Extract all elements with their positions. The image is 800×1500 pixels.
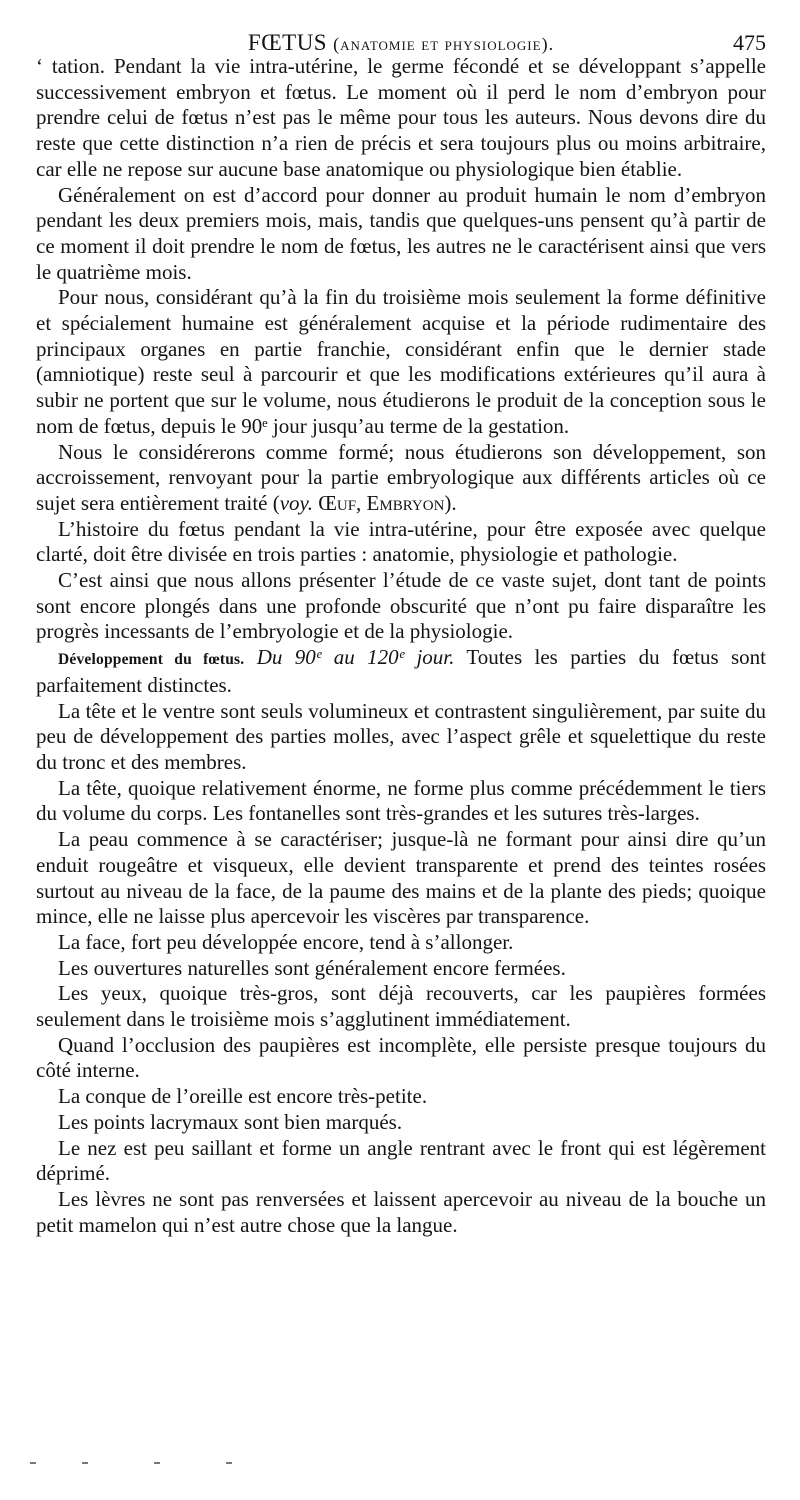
section-text: Toutes les parties du fœtus sont parfaitement distinctes. bbox=[36, 645, 767, 697]
body-text bbox=[36, 54, 766, 1238]
header-title-subtitle: (anatomie et physiologie). bbox=[333, 34, 555, 54]
paragraph: La conque de l’oreille est encore très-petite. bbox=[58, 1084, 428, 1109]
paragraph: Le nez est peu saillant et forme un angle rentrant avec le front qui est légèrement déprimé. bbox=[36, 1135, 766, 1186]
section-range: Du 90ᵉ au 120ᵉ jour. bbox=[256, 645, 455, 670]
running-header bbox=[36, 30, 766, 56]
section-paragraph bbox=[36, 645, 766, 698]
section-heading: Développement du fœtus. bbox=[58, 651, 245, 669]
voy-abbreviation: voy. bbox=[279, 490, 313, 515]
paragraph: La tête et le ventre sont seuls volumineux et contrastent singulièrement, par suite du peu de développement des parties molles, avec l’aspect grêle et squelettique du reste du tronc et des membres. bbox=[36, 698, 766, 774]
paragraph: ‘ tation. Pendant la vie intra-utérine, le germe fécondé et se développant s’appelle successivement embryon et fœtus. Le moment où il perd le nom d’embryon pour prendre celui de fœtus n’est pas le même pour tous les auteurs. Nous devons dire du reste que cette distinction n’a rien de précis et sera toujours plus ou moins arbitraire, car elle ne repose sur aucune base anatomique ou physiologique bien établie. bbox=[36, 54, 766, 181]
paragraph: La face, fort peu développée encore, tend à s’allonger. bbox=[58, 929, 514, 954]
paragraph: Quand l’occlusion des paupières est incomplète, elle persiste presque toujours du côté interne. bbox=[36, 1032, 766, 1083]
paragraph: L’histoire du fœtus pendant la vie intra-utérine, pour être exposée avec quelque clarté, doit être divisée en trois parties : anatomie, physiologie et pathologie. bbox=[36, 516, 766, 567]
cross-references: Œuf, Embryon bbox=[318, 490, 445, 515]
header-title bbox=[36, 30, 766, 57]
paragraph-text: Nous le considérerons comme formé; nous étudierons son développement, son accroissement, renvoyant pour la partie embryologique aux différents articles où ce sujet sera entièrement traité ( bbox=[36, 439, 766, 515]
paragraph: Les yeux, quoique très-gros, sont déjà recouverts, car les paupières formées seulement dans le troisième mois s’agglutinent immédiatement. bbox=[36, 981, 766, 1032]
paragraph: Les points lacrymaux sont bien marqués. bbox=[58, 1109, 403, 1134]
header-title-main: FŒTUS bbox=[247, 30, 328, 55]
paragraph: Généralement on est d’accord pour donner au produit humain le nom d’embryon pendant les deux premiers mois, mais, tandis que quelques-uns pensent qu’à partir de ce moment il doit prendre le nom de fœtus, les autres ne le caractérisent ainsi que vers le quatrième mois. bbox=[36, 182, 766, 284]
paragraph-with-reference bbox=[36, 440, 766, 517]
paragraph: La peau commence à se caractériser; jusque-là ne formant pour ainsi dire qu’un enduit rougeâtre et visqueux, elle devient transparente et prend des teintes rosées surtout au niveau de la face, de la paume des mains et de la plante des pieds; quoique mince, elle ne laisse plus apercevoir les viscères par transparence. bbox=[36, 827, 766, 929]
paragraph: Les lèvres ne sont pas renversées et laissent apercevoir au niveau de la bouche un petit mamelon qui n’est autre chose que la langue. bbox=[36, 1186, 766, 1237]
paragraph: C’est ainsi que nous allons présenter l’étude de ce vaste sujet, dont tant de points sont encore plongés dans une profonde obscurité que n’ont pu faire disparaître les progrès incessants de l’embryologie et de la physiologie. bbox=[36, 568, 766, 644]
paragraph: Les ouvertures naturelles sont généralement encore fermées. bbox=[58, 955, 566, 980]
page-number: 475 bbox=[733, 30, 766, 55]
paragraph: La tête, quoique relativement énorme, ne forme plus comme précédemment le tiers du volume du corps. Les fontanelles sont très-grandes et les sutures très-larges. bbox=[36, 775, 766, 826]
paragraph: Pour nous, considérant qu’à la fin du troisième mois seulement la forme définitive et spécialement humaine est généralement acquise et la période rudimentaire des principaux organes en partie franchie, considérant enfin que le dernier stade (amniotique) reste seul à parcourir et que les modifications extérieures qu’il aura à subir ne portent que sur le volume, nous étudierons le produit de la conception sous le nom de fœtus, depuis le 90ᵉ jour jusqu’au terme de la gestation. bbox=[36, 285, 766, 438]
scan-marks bbox=[30, 1462, 270, 1468]
paragraph-text-end: ). bbox=[444, 490, 457, 515]
